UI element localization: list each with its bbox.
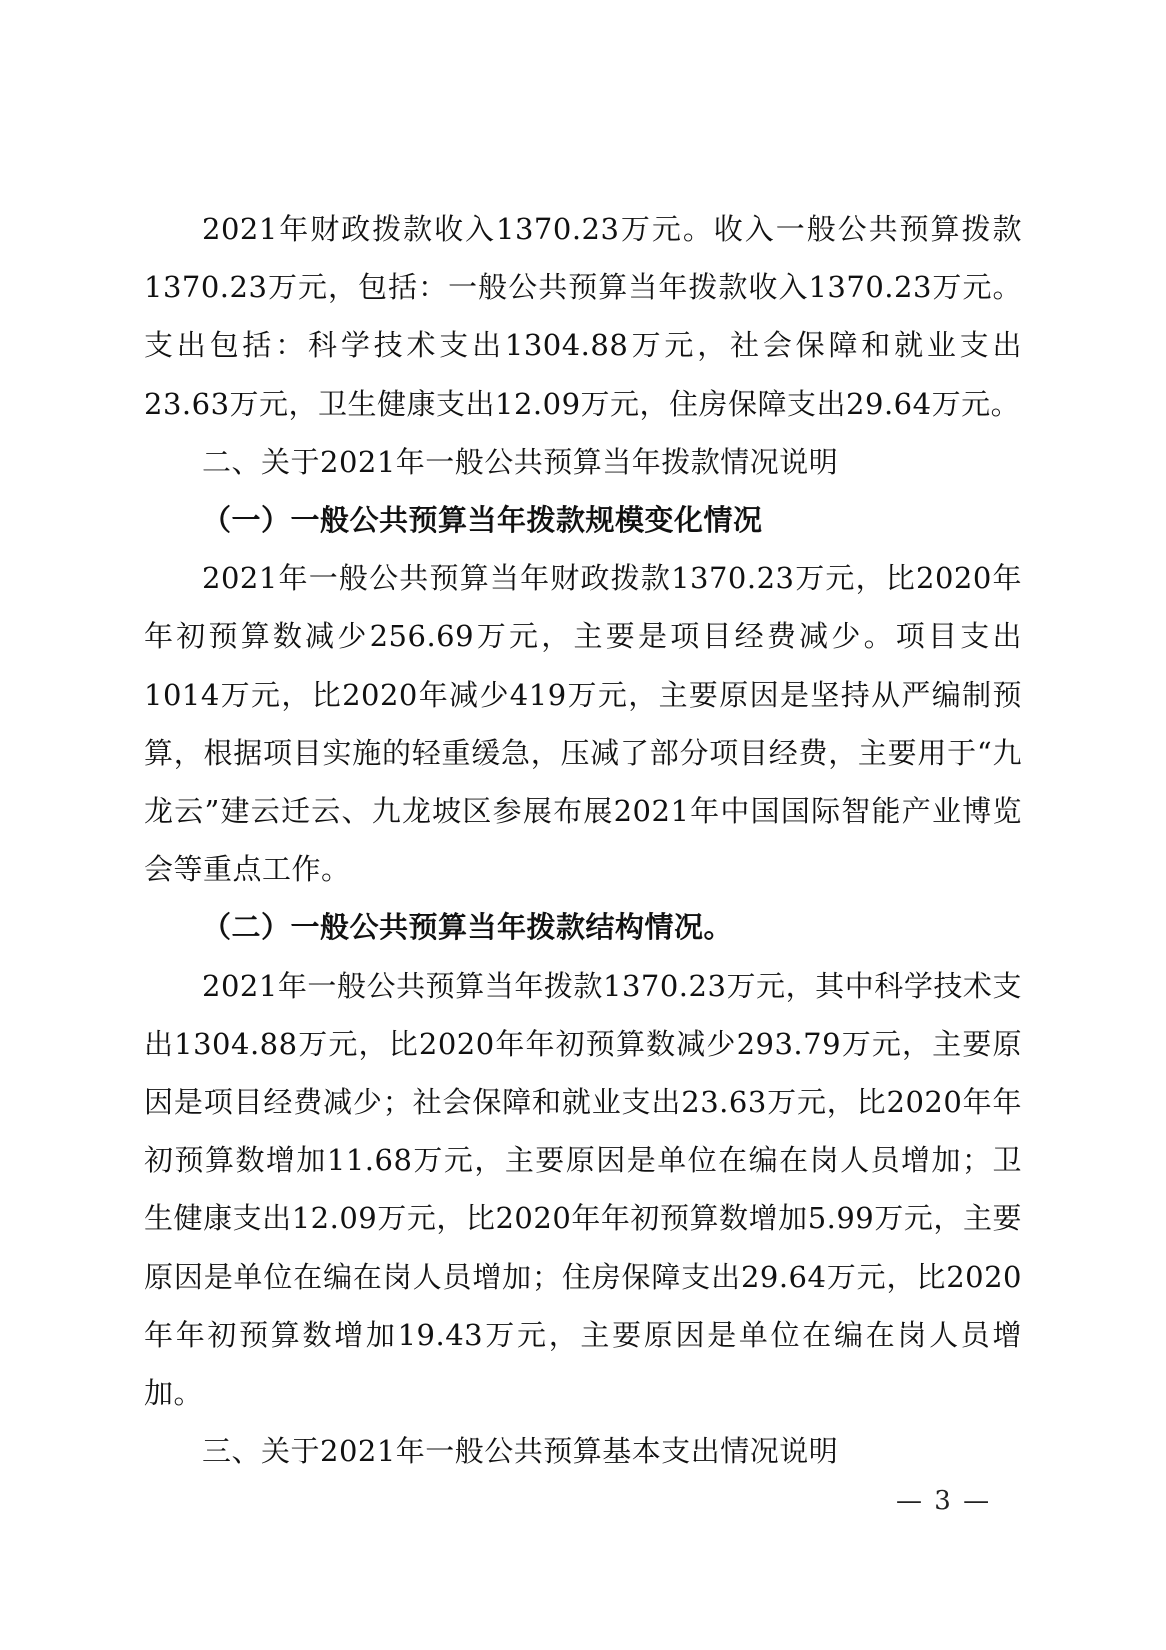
document-body — [144, 200, 1022, 1480]
paragraph-fiscal-income: 2021年财政拨款收入1370.23万元。收入一般公共预算拨款1370.23万元，包括：一般公共预算当年拨款收入1370.23万元。支出包括：科学技术支出1304.88万元，社会保障和就业支出23.63万元，卫生健康支出12.09万元，住房保障支出29.64万元。 — [144, 212, 1022, 421]
section-heading-3: 三、关于2021年一般公共预算基本支出情况说明 — [202, 1434, 839, 1469]
page-number: — 3 — — [896, 1486, 992, 1516]
subsection-heading-scale-change: （一）一般公共预算当年拨款规模变化情况 — [202, 503, 763, 538]
paragraph-scale-change: 2021年一般公共预算当年财政拨款1370.23万元，比2020年年初预算数减少256.69万元，主要是项目经费减少。项目支出1014万元，比2020年减少419万元，主要原因是坚持从严编制预算，根据项目实施的轻重缓急，压减了部分项目经费，主要用于“九龙云”建云迁云、九龙坡区参展布展2021年中国国际智能产业博览会等重点工作。 — [144, 561, 1022, 887]
paragraph-structure: 2021年一般公共预算当年拨款1370.23万元，其中科学技术支出1304.88万元，比2020年年初预算数减少293.79万元，主要原因是项目经费减少；社会保障和就业支出23.63万元，比2020年年初预算数增加11.68万元，主要原因是单位在编在岗人员增加；卫生健康支出12.09万元，比2020年年初预算数增加5.99万元，主要原因是单位在编在岗人员增加；住房保障支出29.64万元，比2020年年初预算数增加19.43万元，主要原因是单位在编在岗人员增加。 — [144, 968, 1022, 1411]
subsection-heading-structure: （二）一般公共预算当年拨款结构情况。 — [202, 910, 734, 945]
section-heading-2: 二、关于2021年一般公共预算当年拨款情况说明 — [202, 444, 839, 479]
